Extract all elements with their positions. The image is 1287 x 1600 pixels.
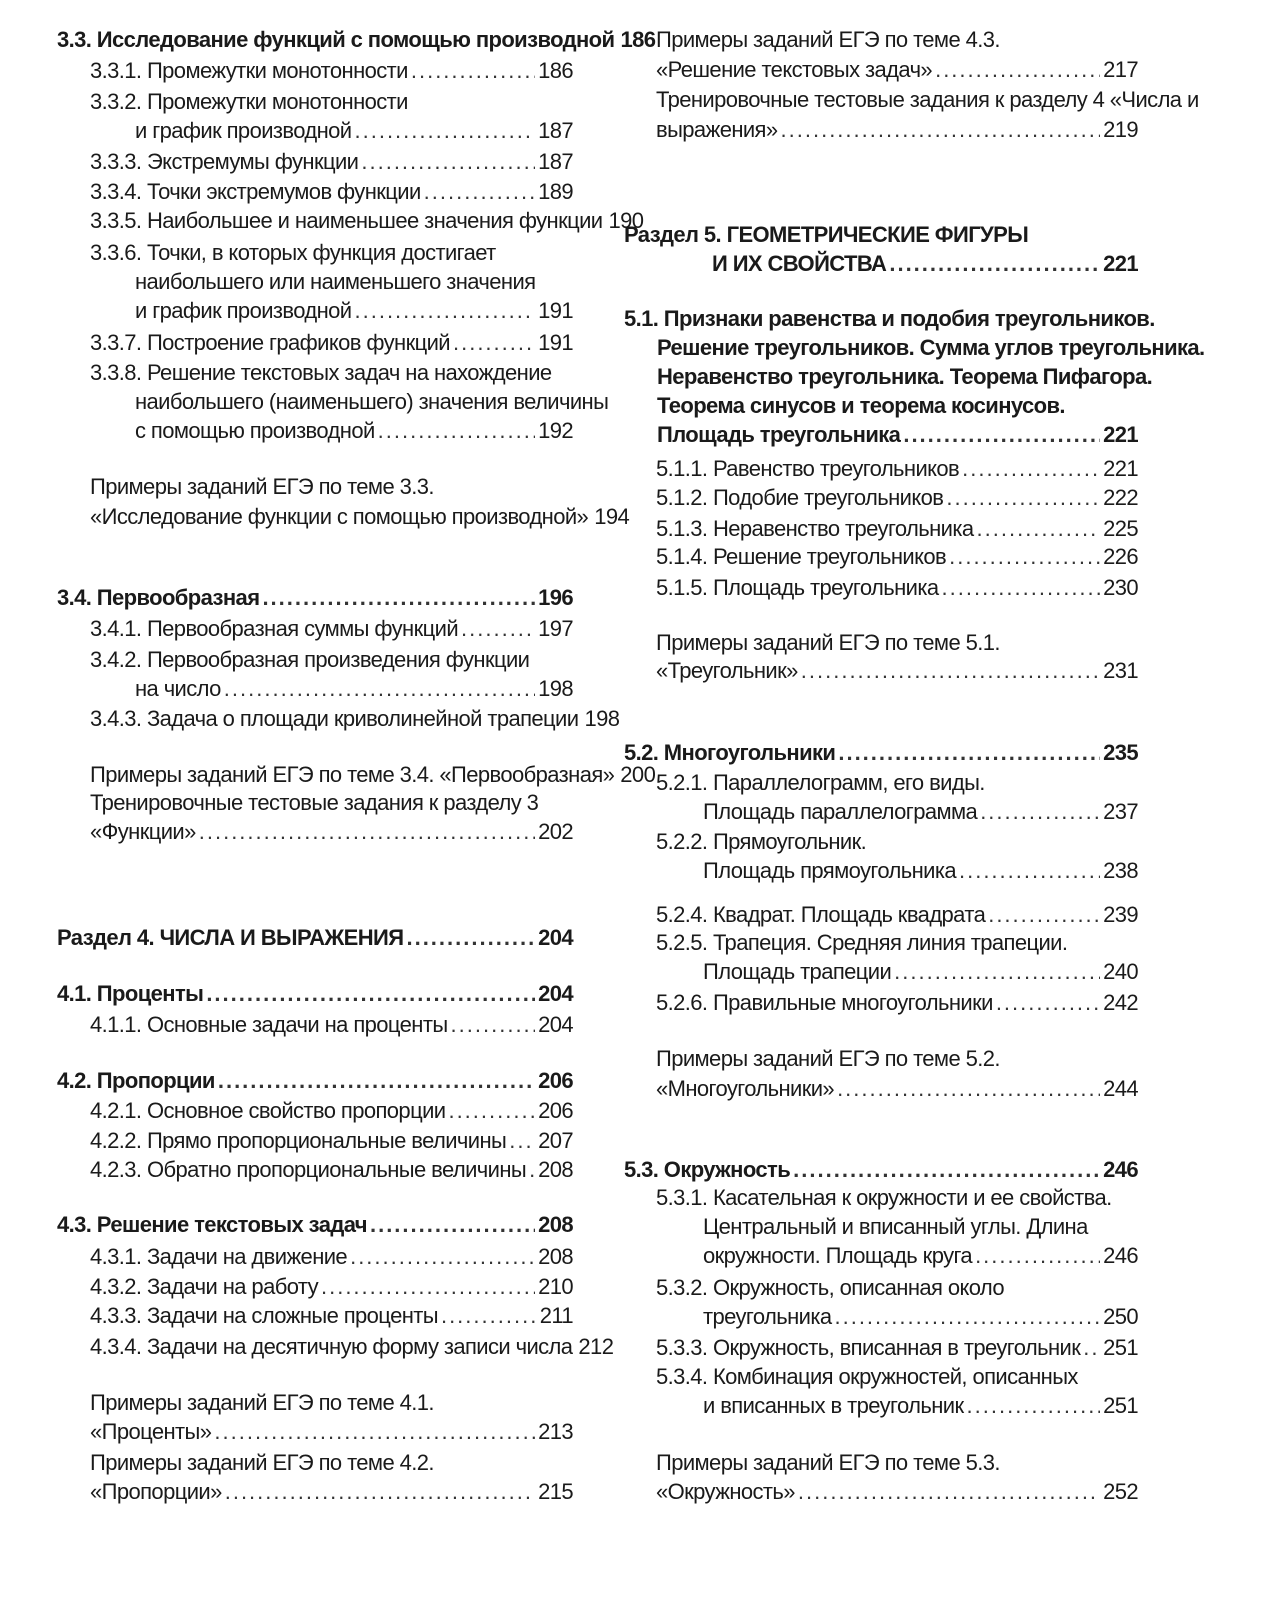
toc-entry-title: «Многоугольники» (656, 1076, 835, 1101)
dot-leader (834, 1306, 1100, 1328)
dot-leader (793, 1159, 1100, 1181)
toc-entry-title: Решение треугольников. Сумма углов треугольника. (657, 335, 1205, 360)
toc-entry-title: 4.2.3. Обратно пропорциональные величины (90, 1157, 527, 1182)
dot-leader (199, 821, 535, 843)
dot-leader (406, 927, 535, 949)
dot-leader (225, 1481, 535, 1503)
dot-leader (355, 300, 536, 322)
dot-leader (321, 1276, 535, 1298)
toc-entry-title: Примеры заданий ЕГЭ по теме 3.4. «Первообразная» (90, 762, 615, 787)
toc-page-number: 252 (1103, 1479, 1138, 1504)
dot-leader (262, 587, 535, 609)
toc-page-number: 208 (538, 1157, 573, 1182)
toc-entry-title: окружности. Площадь круга (703, 1243, 973, 1268)
dot-leader (509, 1130, 535, 1152)
dot-leader (441, 1305, 537, 1327)
toc-entry-title: Примеры заданий ЕГЭ по теме 3.3. (90, 474, 434, 499)
dot-leader (453, 332, 535, 354)
toc-entry-title: 5.1.3. Неравенство треугольника (656, 516, 974, 541)
toc-entry-title: 5.1.4. Решение треугольников (656, 544, 947, 569)
toc-page-number: 206 (538, 1098, 573, 1123)
toc-page-number: 204 (538, 981, 573, 1006)
toc-entry-title: «Исследование функции с помощью производной» (90, 504, 589, 529)
toc-entry-title: с помощью производной (135, 418, 375, 443)
toc-page-number: 207 (538, 1128, 573, 1153)
dot-leader (988, 904, 1100, 926)
toc-entry-title: 5.1.2. Подобие треугольников (656, 485, 944, 510)
toc-page-number: 239 (1103, 902, 1138, 927)
dot-leader (1083, 1337, 1100, 1359)
toc-page-number: 240 (1103, 959, 1138, 984)
toc-entry-title: Примеры заданий ЕГЭ по теме 4.2. (90, 1450, 434, 1475)
toc-entry-title: Площадь трапеции (703, 959, 892, 984)
dot-leader (411, 60, 535, 82)
toc-page-number: 221 (1103, 422, 1138, 447)
toc-entry-title: 4.2. Пропорции (57, 1068, 215, 1093)
dot-leader (370, 1214, 535, 1236)
dot-leader (962, 458, 1100, 480)
toc-entry-title: выражения» (656, 117, 778, 142)
toc-page-number: 208 (538, 1244, 573, 1269)
dot-leader (798, 1481, 1100, 1503)
toc-page-number: 208 (538, 1212, 573, 1237)
toc-entry-title: 4.3.4. Задачи на десятичную форму записи числа (90, 1334, 573, 1359)
toc-page-number: 212 (578, 1334, 614, 1359)
toc-entry-title: 5.3.4. Комбинация окружностей, описанных (656, 1364, 1078, 1389)
toc-entry-title: 3.3.5. Наибольшее и наименьшее значения функции (90, 208, 603, 233)
toc-page-number: 237 (1103, 799, 1138, 824)
toc-entry-title: 5.1.1. Равенство треугольников (656, 456, 960, 481)
dot-leader (781, 119, 1101, 141)
toc-page-number: 194 (594, 504, 630, 529)
dot-leader (529, 1159, 535, 1181)
toc-entry-title: Примеры заданий ЕГЭ по теме 5.3. (656, 1450, 1000, 1475)
toc-entry-title: Тренировочные тестовые задания к разделу 4 «Числа и (656, 87, 1199, 112)
dot-leader (355, 120, 536, 142)
toc-entry-title: 5.2.6. Правильные многоугольники (656, 990, 993, 1015)
toc-entry-title: 4.2.2. Прямо пропорциональные величины (90, 1128, 507, 1153)
toc-entry-title: 4.2.1. Основное свойство пропорции (90, 1098, 446, 1123)
toc-page-number: 210 (538, 1274, 573, 1299)
dot-leader (224, 678, 535, 700)
toc-page-number: 235 (1103, 740, 1138, 765)
toc-entry-title: Центральный и вписанный углы. Длина (703, 1214, 1088, 1239)
dot-leader (967, 1395, 1101, 1417)
toc-page-number: 187 (538, 149, 573, 174)
toc-page-number: 246 (1103, 1157, 1138, 1182)
toc-entry-title: «Решение текстовых задач» (656, 57, 933, 82)
dot-leader (977, 518, 1101, 540)
toc-entry-title: Площадь параллелограмма (703, 799, 978, 824)
toc-page-number: 250 (1103, 1304, 1138, 1329)
dot-leader (448, 1100, 535, 1122)
dot-leader (801, 660, 1100, 682)
dot-leader (424, 181, 535, 203)
toc-page-number: 211 (539, 1303, 573, 1328)
toc-entry-title: 4.3.3. Задачи на сложные проценты (90, 1303, 438, 1328)
toc-page-number: 226 (1103, 544, 1138, 569)
dot-leader (975, 1245, 1100, 1267)
dot-leader (361, 151, 535, 173)
toc-entry-title: 5.3.2. Окружность, описанная около (656, 1275, 1005, 1300)
toc-page-number: 219 (1103, 117, 1138, 142)
toc-entry-title: 3.3.3. Экстремумы функции (90, 149, 359, 174)
toc-entry-title: 5.3. Окружность (624, 1157, 791, 1182)
toc-page-number: 206 (538, 1068, 573, 1093)
toc-page-number: 213 (538, 1419, 573, 1444)
dot-leader (959, 860, 1100, 882)
toc-page-number: 242 (1103, 990, 1138, 1015)
toc-entry-title: 5.2.1. Параллелограмм, его виды. (656, 770, 985, 795)
toc-page-number: 197 (538, 616, 573, 641)
toc-entry-title: Раздел 5. ГЕОМЕТРИЧЕСКИЕ ФИГУРЫ (624, 222, 1029, 247)
toc-entry-title: «Окружность» (656, 1479, 795, 1504)
toc-entry-title: Тренировочные тестовые задания к разделу 3 (90, 790, 539, 815)
dot-leader (214, 1421, 535, 1443)
toc-entry-title: 4.1. Проценты (57, 981, 204, 1006)
toc-entry-title: 3.4. Первообразная (57, 585, 260, 610)
toc-entry-title: 3.3.4. Точки экстремумов функции (90, 179, 421, 204)
toc-page-number: 191 (538, 330, 573, 355)
dot-leader (378, 420, 535, 442)
toc-entry-title: «Проценты» (90, 1419, 212, 1444)
toc-page-number: 221 (1103, 456, 1138, 481)
toc-page-number: 222 (1103, 485, 1138, 510)
dot-leader (451, 1014, 536, 1036)
toc-page-number: 202 (538, 819, 573, 844)
toc-entry-title: 5.2.5. Трапеция. Средняя линия трапеции. (656, 930, 1068, 955)
toc-page-number: 251 (1103, 1335, 1138, 1360)
toc-entry-title: Раздел 4. ЧИСЛА И ВЫРАЖЕНИЯ (57, 925, 404, 950)
toc-page-number: 192 (538, 418, 573, 443)
toc-page-number: 215 (538, 1479, 573, 1504)
toc-entry-title: 3.3.2. Промежутки монотонности (90, 89, 408, 114)
toc-entry-title: 5.1.5. Площадь треугольника (656, 575, 939, 600)
toc-entry-title: 3.4.1. Первообразная суммы функций (90, 616, 459, 641)
toc-entry-title: 3.3.8. Решение текстовых задач на нахождение (90, 360, 552, 385)
toc-entry-title: наибольшего или наименьшего значения (135, 269, 536, 294)
toc-entry-title: 5.3.1. Касательная к окружности и ее свойства. (656, 1185, 1112, 1210)
toc-entry-title: треугольника (703, 1304, 832, 1329)
toc-page-number: 230 (1103, 575, 1138, 600)
toc-page-number: 204 (538, 1012, 573, 1037)
toc-page-number: 251 (1103, 1393, 1138, 1418)
toc-entry-title: И ИХ СВОЙСТВА (712, 251, 887, 276)
toc-entry-title: 3.4.3. Задача о площади криволинейной трапеции (90, 706, 579, 731)
toc-page-number: 217 (1103, 57, 1138, 82)
toc-entry-title: Теорема синусов и теорема косинусов. (657, 393, 1065, 418)
toc-page-number: 196 (538, 585, 573, 610)
toc-entry-title: 4.3. Решение текстовых задач (57, 1212, 367, 1237)
toc-page-number: 244 (1103, 1076, 1138, 1101)
dot-leader (946, 487, 1100, 509)
toc-entry-title: Площадь треугольника (657, 422, 901, 447)
toc-page-number: 246 (1103, 1243, 1138, 1268)
toc-page-number: 225 (1103, 516, 1138, 541)
toc-page-number: 186 (620, 27, 656, 52)
dot-leader (942, 577, 1101, 599)
toc-page-number: 221 (1103, 251, 1138, 276)
toc-entry-title: 4.3.2. Задачи на работу (90, 1274, 318, 1299)
toc-page-number: 186 (538, 58, 573, 83)
toc-entry-title: 5.2. Многоугольники (624, 740, 836, 765)
toc-entry-title: «Пропорции» (90, 1479, 222, 1504)
toc-entry-title: 4.3.1. Задачи на движение (90, 1244, 348, 1269)
toc-entry-title: и график производной (135, 298, 352, 323)
toc-page-number: 200 (620, 762, 656, 787)
toc-entry-title: и график производной (135, 118, 352, 143)
toc-page-number: 190 (608, 208, 644, 233)
dot-leader (996, 992, 1100, 1014)
dot-leader (903, 424, 1100, 446)
toc-page-number: 191 (538, 298, 573, 323)
toc-entry-title: 5.2.2. Прямоугольник. (656, 829, 867, 854)
toc-entry-title: 5.2.4. Квадрат. Площадь квадрата (656, 902, 986, 927)
toc-entry-title: на число (135, 676, 221, 701)
dot-leader (894, 961, 1100, 983)
toc-entry-title: 5.3.3. Окружность, вписанная в треугольник (656, 1335, 1081, 1360)
toc-entry-title: «Треугольник» (656, 658, 798, 683)
toc-page-number: 231 (1103, 658, 1138, 683)
toc-entry-title: 3.3.6. Точки, в которых функция достигает (90, 240, 496, 265)
toc-entry-title: Примеры заданий ЕГЭ по теме 5.1. (656, 630, 1000, 655)
dot-leader (838, 742, 1100, 764)
toc-entry-title: Неравенство треугольника. Теорема Пифагора. (657, 364, 1153, 389)
toc-page-number: 238 (1103, 858, 1138, 883)
toc-page-number: 198 (538, 676, 573, 701)
toc-page-number: 198 (584, 706, 620, 731)
toc-page-number: 204 (538, 925, 573, 950)
toc-entry-title: 3.3. Исследование функций с помощью производной (57, 27, 615, 52)
toc-entry-title: 3.3.7. Построение графиков функций (90, 330, 450, 355)
toc-entry-title: и вписанных в треугольник (703, 1393, 964, 1418)
toc-page-number: 187 (538, 118, 573, 143)
toc-entry-title: Примеры заданий ЕГЭ по теме 5.2. (656, 1046, 1000, 1071)
toc-entry-title: Примеры заданий ЕГЭ по теме 4.1. (90, 1390, 434, 1415)
dot-leader (889, 253, 1100, 275)
dot-leader (461, 618, 535, 640)
dot-leader (837, 1078, 1100, 1100)
dot-leader (350, 1246, 535, 1268)
toc-page-number: 189 (538, 179, 573, 204)
dot-leader (980, 801, 1100, 823)
toc-entry-title: Примеры заданий ЕГЭ по теме 4.3. (656, 27, 1000, 52)
dot-leader (218, 1070, 535, 1092)
toc-entry-title: Площадь прямоугольника (703, 858, 956, 883)
toc-entry-title: 5.1. Признаки равенства и подобия треугольников. (624, 306, 1155, 331)
toc-entry-title: 3.3.1. Промежутки монотонности (90, 58, 408, 83)
toc-entry-title: 4.1.1. Основные задачи на проценты (90, 1012, 448, 1037)
dot-leader (206, 983, 535, 1005)
toc-entry-title: 3.4.2. Первообразная произведения функции (90, 647, 530, 672)
toc-entry-title: «Функции» (90, 819, 196, 844)
dot-leader (949, 546, 1100, 568)
toc-entry-title: наибольшего (наименьшего) значения величины (135, 389, 609, 414)
dot-leader (935, 59, 1100, 81)
